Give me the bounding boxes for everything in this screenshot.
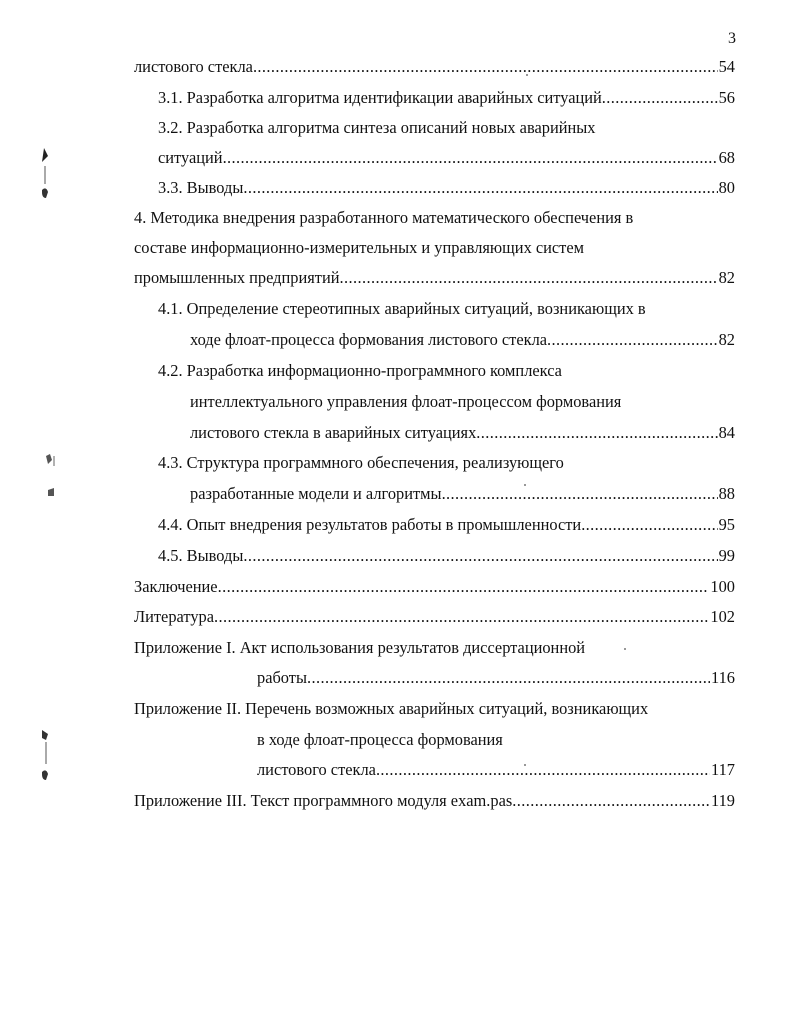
- toc-page-number: 95: [718, 515, 735, 534]
- toc-entry-3-3: [158, 176, 735, 200]
- toc-leader-dots: [307, 666, 710, 690]
- toc-entry-4-line1: [134, 206, 735, 230]
- toc-leader-dots: [253, 55, 718, 79]
- toc-leader-dots: [547, 328, 718, 352]
- toc-page-number: 116: [711, 668, 735, 687]
- toc-page-number: 117: [711, 760, 735, 779]
- toc-entry-text: листового стекла в аварийных ситуациях: [190, 423, 477, 442]
- toc-page-number: 68: [718, 148, 735, 167]
- toc-page-number: 88: [718, 484, 735, 503]
- toc-entry-continuation: [134, 55, 735, 79]
- toc-entry-3-2-line1: [158, 116, 735, 140]
- toc-entry-4-2-line3: [190, 421, 735, 445]
- toc-entry-appendix-2-line2: [257, 728, 735, 752]
- toc-leader-dots: [442, 482, 718, 506]
- toc-entry-text: интеллектуального управления флоат-процессом формования: [190, 392, 622, 411]
- toc-entry-text: Литература: [134, 607, 214, 626]
- toc-entry-4-line2: [134, 236, 735, 260]
- toc-entry-text: Заключение: [134, 577, 218, 596]
- toc-entry-text: 4. Методика внедрения разработанного математического обеспечения в: [134, 208, 634, 227]
- toc-entry-4-3-line1: [158, 451, 735, 475]
- toc-entry-appendix-3: [134, 789, 735, 813]
- toc-page-number: 82: [718, 330, 735, 349]
- toc-leader-dots: [512, 789, 710, 813]
- toc-entry-text: работы: [257, 668, 307, 687]
- toc-page-number: 100: [710, 577, 735, 596]
- binding-mark-top: [36, 146, 56, 206]
- toc-entry-text: 4.3. Структура программного обеспечения, реализующего: [158, 453, 564, 472]
- toc-entry-text: промышленных предприятий: [134, 268, 340, 287]
- toc-entry-appendix-2-line1: [134, 697, 735, 721]
- toc-entry-text: 4.2. Разработка информационно-программного комплекса: [158, 361, 562, 380]
- toc-leader-dots: [214, 605, 709, 629]
- toc-entry-text: ходе флоат-процесса формования листового стекла: [190, 330, 548, 349]
- toc-leader-dots: [243, 176, 717, 200]
- scan-speck: [524, 484, 526, 486]
- toc-entry-appendix-2-line3: [257, 758, 735, 782]
- toc-entry-4-2-line2: [190, 390, 735, 414]
- toc-entry-4-1-line2: [190, 328, 735, 352]
- binding-mark-bottom: [36, 728, 56, 788]
- toc-entry-text: разработанные модели и алгоритмы: [190, 484, 442, 503]
- toc-leader-dots: [340, 266, 718, 290]
- toc-entry-text: Приложение III. Текст программного модуля exam.pas: [134, 791, 513, 810]
- toc-entry-literature: [134, 605, 735, 629]
- toc-entry-text: 4.5. Выводы: [158, 546, 244, 565]
- toc-entry-text: 4.4. Опыт внедрения результатов работы в промышленности: [158, 515, 582, 534]
- toc-leader-dots: [376, 758, 710, 782]
- toc-entry-text: Приложение II. Перечень возможных аварийных ситуаций, возникающих: [134, 699, 649, 718]
- toc-entry-4-3-line2: [190, 482, 735, 506]
- toc-entry-text: 4.1. Определение стереотипных аварийных ситуаций, возникающих в: [158, 299, 646, 318]
- toc-leader-dots: [476, 421, 717, 445]
- toc-entry-4-2-line1: [158, 359, 735, 383]
- toc-entry-appendix-1-line2: [257, 666, 735, 690]
- toc-entry-3-2-line2: [158, 146, 735, 170]
- toc-entry-appendix-1-line1: [134, 636, 735, 660]
- toc-entry-text: составе информационно-измерительных и управляющих систем: [134, 238, 584, 257]
- scan-speck: [624, 648, 626, 650]
- toc-leader-dots: [223, 146, 718, 170]
- toc-page-number: 119: [711, 791, 735, 810]
- toc-page-number: 84: [718, 423, 735, 442]
- toc-entry-text: листового стекла: [134, 57, 253, 76]
- toc-entry-text: листового стекла: [257, 760, 376, 779]
- toc-entry-text: Приложение I. Акт использования результатов диссертационной: [134, 638, 586, 657]
- toc-page-number: 56: [718, 88, 735, 107]
- toc-page-number: 54: [718, 57, 735, 76]
- toc-entry-conclusion: [134, 575, 735, 599]
- toc-leader-dots: [581, 513, 717, 537]
- binding-mark-middle: [40, 452, 64, 502]
- toc-leader-dots: [602, 86, 718, 110]
- page-number: 3: [728, 30, 736, 47]
- toc-leader-dots: [218, 575, 710, 599]
- toc-entry-text: 3.2. Разработка алгоритма синтеза описаний новых аварийных: [158, 118, 596, 137]
- scan-speck: [526, 74, 528, 76]
- toc-entry-text: в ходе флоат-процесса формования: [257, 730, 503, 749]
- toc-page-number: 80: [718, 178, 735, 197]
- toc-entry-text: 3.3. Выводы: [158, 178, 244, 197]
- toc-page-number: 82: [718, 268, 735, 287]
- toc-entry-4-5: [158, 544, 735, 568]
- toc-entry-4-1-line1: [158, 297, 735, 321]
- toc-page-number: 102: [710, 607, 735, 626]
- toc-entry-4-line3: [134, 266, 735, 290]
- toc-page-number: 99: [718, 546, 735, 565]
- toc-entry-3-1: [158, 86, 735, 110]
- toc-entry-text: 3.1. Разработка алгоритма идентификации аварийных ситуаций: [158, 88, 602, 107]
- toc-leader-dots: [243, 544, 717, 568]
- scan-speck: [524, 764, 526, 766]
- toc-entry-4-4: [158, 513, 735, 537]
- toc-entry-text: ситуаций: [158, 148, 223, 167]
